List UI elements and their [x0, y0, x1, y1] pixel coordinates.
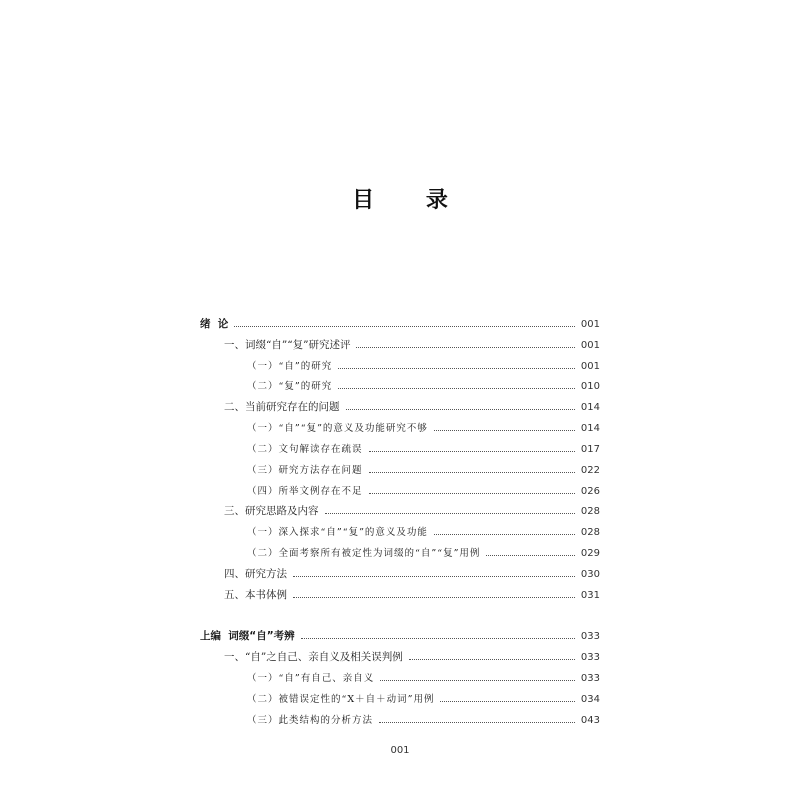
toc-entry-label: 绪 论	[200, 318, 229, 330]
toc-entry-page: 030	[580, 569, 600, 580]
toc-entry[interactable]	[200, 625, 600, 645]
toc-entry[interactable]	[247, 355, 600, 375]
toc-entry-page: 033	[580, 673, 600, 684]
toc-entry-label: 二、当前研究存在的问题	[224, 401, 340, 413]
toc-entry-label: （一）“自”的研究	[247, 361, 333, 372]
toc-entry-page: 026	[580, 486, 600, 497]
toc-entry[interactable]	[224, 500, 600, 520]
toc-entry-page: 022	[580, 465, 600, 476]
toc-entry[interactable]	[247, 688, 600, 708]
toc-entry-label: （二）文句解读存在疏误	[247, 444, 363, 455]
toc-entry-page: 001	[580, 340, 600, 351]
toc-entry[interactable]	[247, 480, 600, 500]
toc-entry-page: 033	[580, 631, 600, 642]
toc-entry-page: 033	[580, 652, 600, 663]
toc-entry-page: 014	[580, 423, 600, 434]
toc-entry-page: 014	[580, 402, 600, 413]
dot-leader	[409, 646, 575, 660]
toc-entry-page: 028	[580, 506, 600, 517]
toc-entry[interactable]	[224, 334, 600, 354]
toc-entry[interactable]	[224, 584, 600, 604]
toc-entry[interactable]	[247, 375, 600, 395]
toc-entry-page: 034	[580, 694, 600, 705]
dot-leader	[369, 480, 575, 494]
toc-entry-page: 043	[580, 715, 600, 726]
dot-leader	[234, 313, 575, 327]
toc-entry[interactable]	[247, 417, 600, 437]
dot-leader	[293, 584, 575, 598]
toc-entry-page: 017	[580, 444, 600, 455]
toc-entry[interactable]	[200, 313, 600, 333]
dot-leader	[369, 438, 575, 452]
toc-entry-label: 上编 词缀“自”考辨	[200, 630, 295, 642]
toc-entry[interactable]	[247, 438, 600, 458]
toc-entry-page: 001	[580, 361, 600, 372]
toc-entry-label: （四）所举文例存在不足	[247, 486, 363, 497]
toc-entry-label: 五、本书体例	[224, 589, 287, 601]
toc-entry-label: （三）研究方法存在问题	[247, 465, 363, 476]
dot-leader	[346, 396, 575, 410]
dot-leader	[379, 709, 575, 723]
page-number: 001	[390, 745, 410, 756]
toc-entry-page: 031	[580, 590, 600, 601]
dot-leader	[434, 417, 575, 431]
toc-entry-label: 一、词缀“自”“复”研究述评	[224, 339, 351, 351]
dot-leader	[356, 334, 574, 348]
dot-leader	[338, 355, 575, 369]
toc-entry-label: 四、研究方法	[224, 568, 287, 580]
dot-leader	[338, 375, 575, 389]
toc-entry-page: 001	[580, 319, 600, 330]
dot-leader	[293, 563, 575, 577]
toc-entry-label: 三、研究思路及内容	[224, 505, 319, 517]
toc-entry-label: （一）深入探求“自”“复”的意义及功能	[247, 527, 428, 538]
toc-entry[interactable]	[224, 563, 600, 583]
toc-entry[interactable]	[224, 396, 600, 416]
toc-entry-label: （二）“复”的研究	[247, 381, 333, 392]
dot-leader	[486, 542, 574, 556]
toc-entry[interactable]	[247, 542, 600, 562]
toc-entry-page: 029	[580, 548, 600, 559]
dot-leader	[369, 459, 575, 473]
dot-leader	[440, 688, 574, 702]
toc-entry-label: （二）全面考察所有被定性为词缀的“自”“复”用例	[247, 548, 481, 559]
toc-entry[interactable]	[224, 646, 600, 666]
dot-leader	[434, 521, 575, 535]
toc-entry-label: （一）“自”有自己、亲自义	[247, 673, 375, 684]
dot-leader	[380, 667, 575, 681]
page-title: 目 录	[352, 188, 470, 213]
toc-entry[interactable]	[247, 459, 600, 479]
toc-entry-page: 028	[580, 527, 600, 538]
toc-entry[interactable]	[247, 709, 600, 729]
dot-leader	[301, 625, 575, 639]
toc-entry-label: （三）此类结构的分析方法	[247, 715, 374, 726]
toc-entry-label: 一、“自”之自己、亲自义及相关误判例	[224, 651, 403, 663]
toc-entry-label: （一）“自”“复”的意义及功能研究不够	[247, 423, 428, 434]
toc-entry[interactable]	[247, 521, 600, 541]
toc-entry-label: （二）被错误定性的“X＋自＋动词”用例	[247, 694, 435, 705]
toc-entry[interactable]	[247, 667, 600, 687]
dot-leader	[325, 500, 575, 514]
toc-entry-page: 010	[580, 381, 600, 392]
